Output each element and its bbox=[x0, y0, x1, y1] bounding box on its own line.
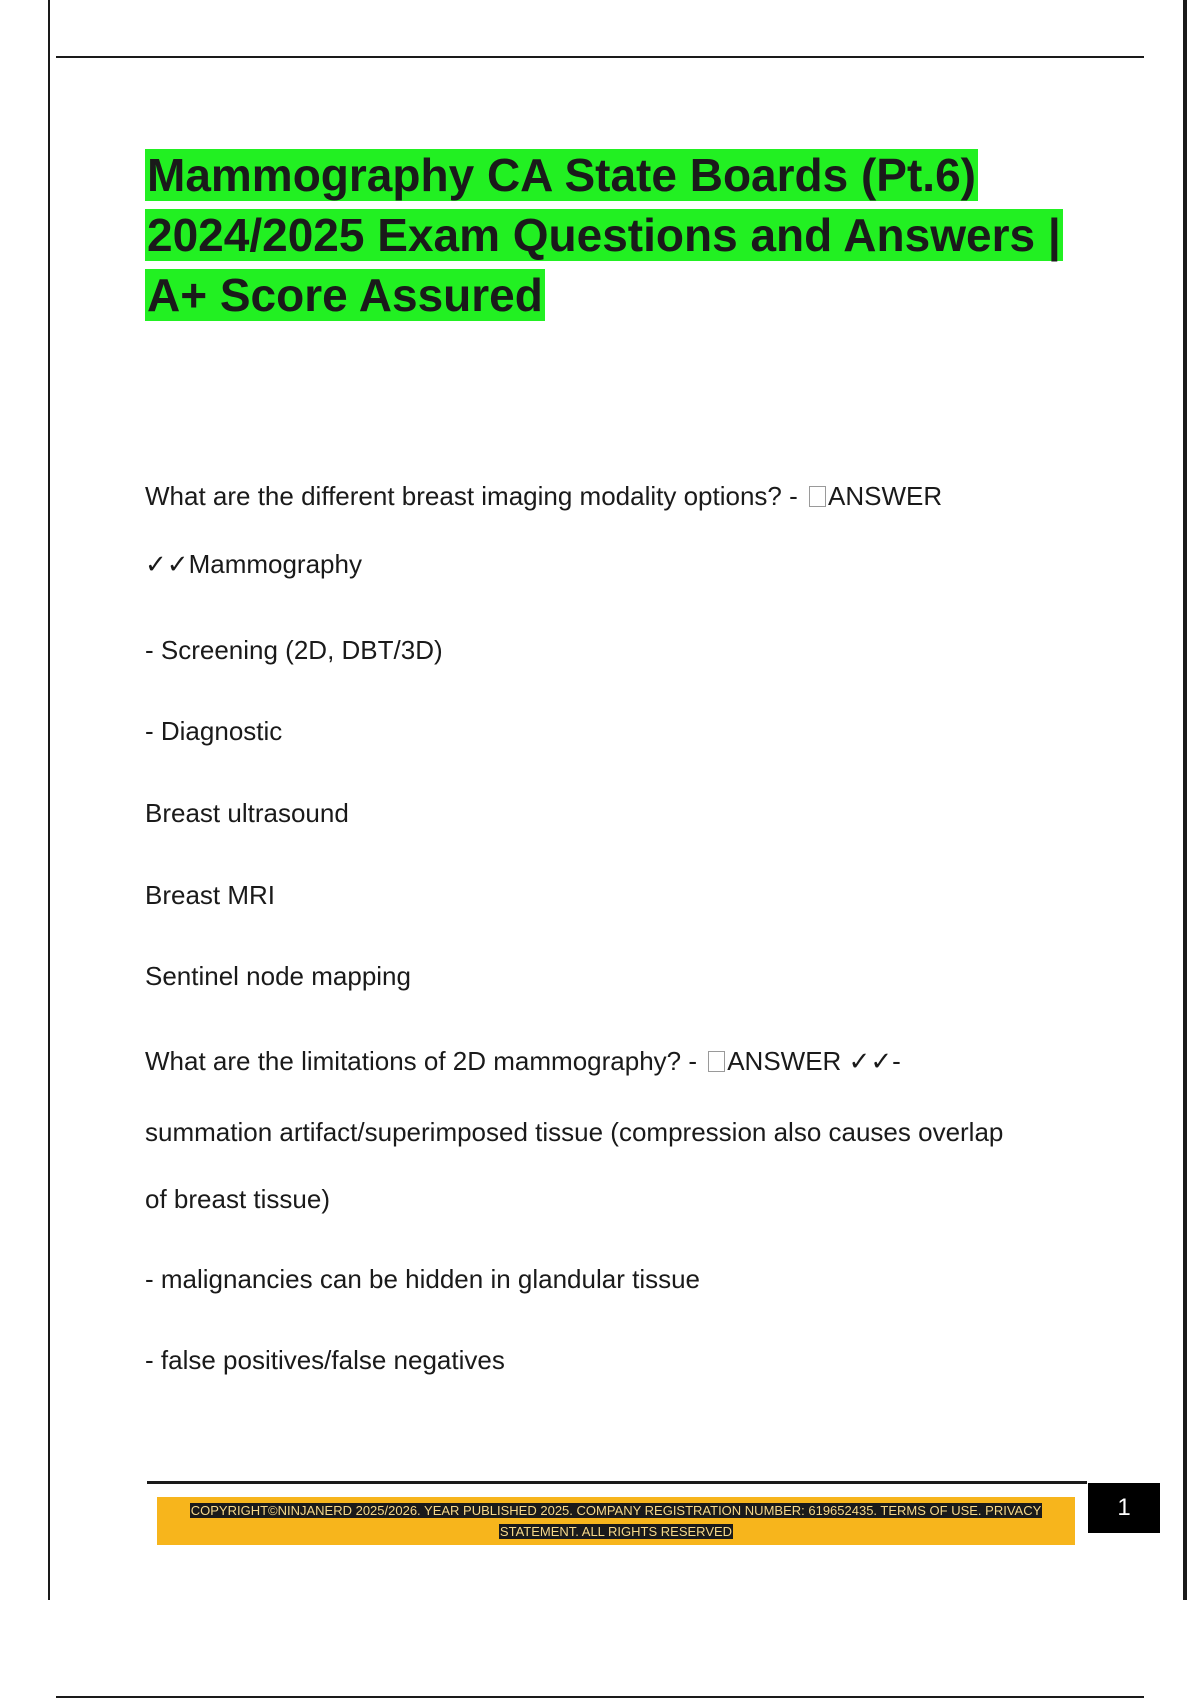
answer-item-malignancies: - malignancies can be hidden in glandular tissue bbox=[145, 1264, 701, 1294]
question-2-text: What are the limitations of 2D mammography? - bbox=[145, 1046, 705, 1076]
question-2-line-1 bbox=[145, 1045, 901, 1077]
question-1-line-1 bbox=[145, 480, 942, 512]
document-title bbox=[145, 145, 1105, 325]
title-highlight: Mammography CA State Boards (Pt.6) 2024/2025 Exam Questions and Answers | A+ Score Assured bbox=[147, 149, 1061, 321]
page-border-right bbox=[1183, 0, 1187, 1600]
answer-item-false-results: - false positives/false negatives bbox=[145, 1345, 505, 1375]
footer-rule bbox=[147, 1481, 1087, 1484]
question-1-answer: ✓✓Mammography bbox=[145, 549, 362, 579]
next-page-header-rule bbox=[56, 1696, 1144, 1698]
answer-item-screening: - Screening (2D, DBT/3D) bbox=[145, 635, 443, 665]
answer-label: ANSWER bbox=[827, 481, 943, 511]
answer-item-mri: Breast MRI bbox=[145, 880, 276, 910]
footer-copyright bbox=[157, 1500, 1075, 1542]
page-number: 1 bbox=[1088, 1483, 1160, 1533]
question-1-text: What are the different breast imaging modality options? - bbox=[145, 481, 805, 511]
page-border-left bbox=[48, 0, 50, 1600]
missing-glyph-box-icon bbox=[809, 486, 826, 507]
question-2-answer-line-3: of breast tissue) bbox=[145, 1184, 330, 1214]
answer-item-ultrasound: Breast ultrasound bbox=[145, 798, 349, 828]
answer-item-sentinel: Sentinel node mapping bbox=[145, 961, 411, 991]
question-2-answer-line-2: summation artifact/superimposed tissue (compression also causes overlap bbox=[145, 1117, 1004, 1147]
answer-label: ANSWER ✓✓- bbox=[727, 1046, 901, 1076]
missing-glyph-box-icon bbox=[708, 1051, 725, 1072]
header-rule bbox=[56, 56, 1144, 58]
answer-item-diagnostic: - Diagnostic bbox=[145, 716, 283, 746]
footer-copyright-text: COPYRIGHT©NINJANERD 2025/2026. YEAR PUBLISHED 2025. COMPANY REGISTRATION NUMBER: 619652435. TERMS OF USE. PRIVACY STATEMENT. ALL RIGHTS RESERVED bbox=[190, 1503, 1042, 1539]
